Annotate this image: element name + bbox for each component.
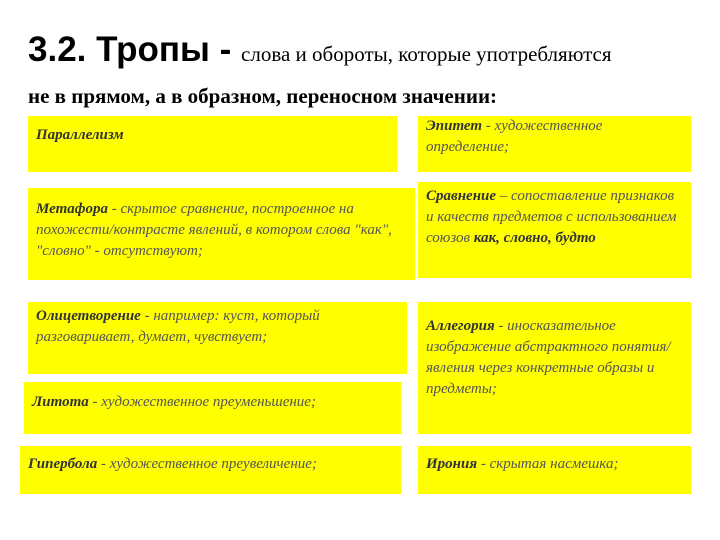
term-allegory: Аллегория: [426, 318, 495, 334]
box-allegory: [418, 302, 691, 434]
definition-epithet: - художественное определение;: [426, 118, 603, 155]
term-comparison: Сравнение: [426, 188, 497, 204]
box-litotes: [24, 382, 401, 434]
comparison-conjunctions: как, словно, будто: [473, 230, 596, 246]
box-metaphor: [28, 188, 415, 280]
box-irony: [418, 446, 691, 494]
term-parallelism: Параллелизм: [36, 127, 124, 143]
term-metaphor: Метафора: [36, 201, 108, 217]
definition-allegory: - иносказательное изображение абстрактного понятия/явления через конкретные образы и предметы;: [426, 318, 671, 397]
definition-litotes: - художественное преуменьшение;: [88, 394, 316, 410]
box-epithet: [418, 116, 691, 172]
box-comparison: [418, 182, 691, 278]
box-personification: [28, 302, 407, 374]
definition-comparison: – сопоставление признаков и качеств предметов с использованием союзов: [426, 188, 677, 246]
term-hyperbole: Гипербола: [28, 456, 98, 472]
definition-irony: - скрытая насмешка;: [477, 456, 619, 472]
definition-hyperbole: - художественное преувеличение;: [97, 456, 317, 472]
box-hyperbole: [20, 446, 401, 494]
slide-title-rest: слова и обороты, которые употребляются: [241, 42, 612, 66]
box-parallelism: [28, 116, 397, 172]
slide-title-line2: не в прямом, а в образном, переносном значении:: [28, 84, 498, 108]
definition-metaphor: - скрытое сравнение, построенное на похожести/контрасте явлений, в котором слова "как", "словно" - отсутствуют;: [36, 201, 392, 259]
term-epithet: Эпитет: [426, 118, 483, 134]
slide-title: [28, 30, 718, 70]
term-personification: Олицетворение: [36, 308, 141, 324]
slide-title-main: 3.2. Тропы -: [28, 30, 242, 69]
term-litotes: Литота: [32, 394, 89, 410]
definition-personification: - например: куст, который разговаривает, думает, чувствует;: [36, 308, 320, 345]
term-irony: Ирония: [426, 456, 478, 472]
